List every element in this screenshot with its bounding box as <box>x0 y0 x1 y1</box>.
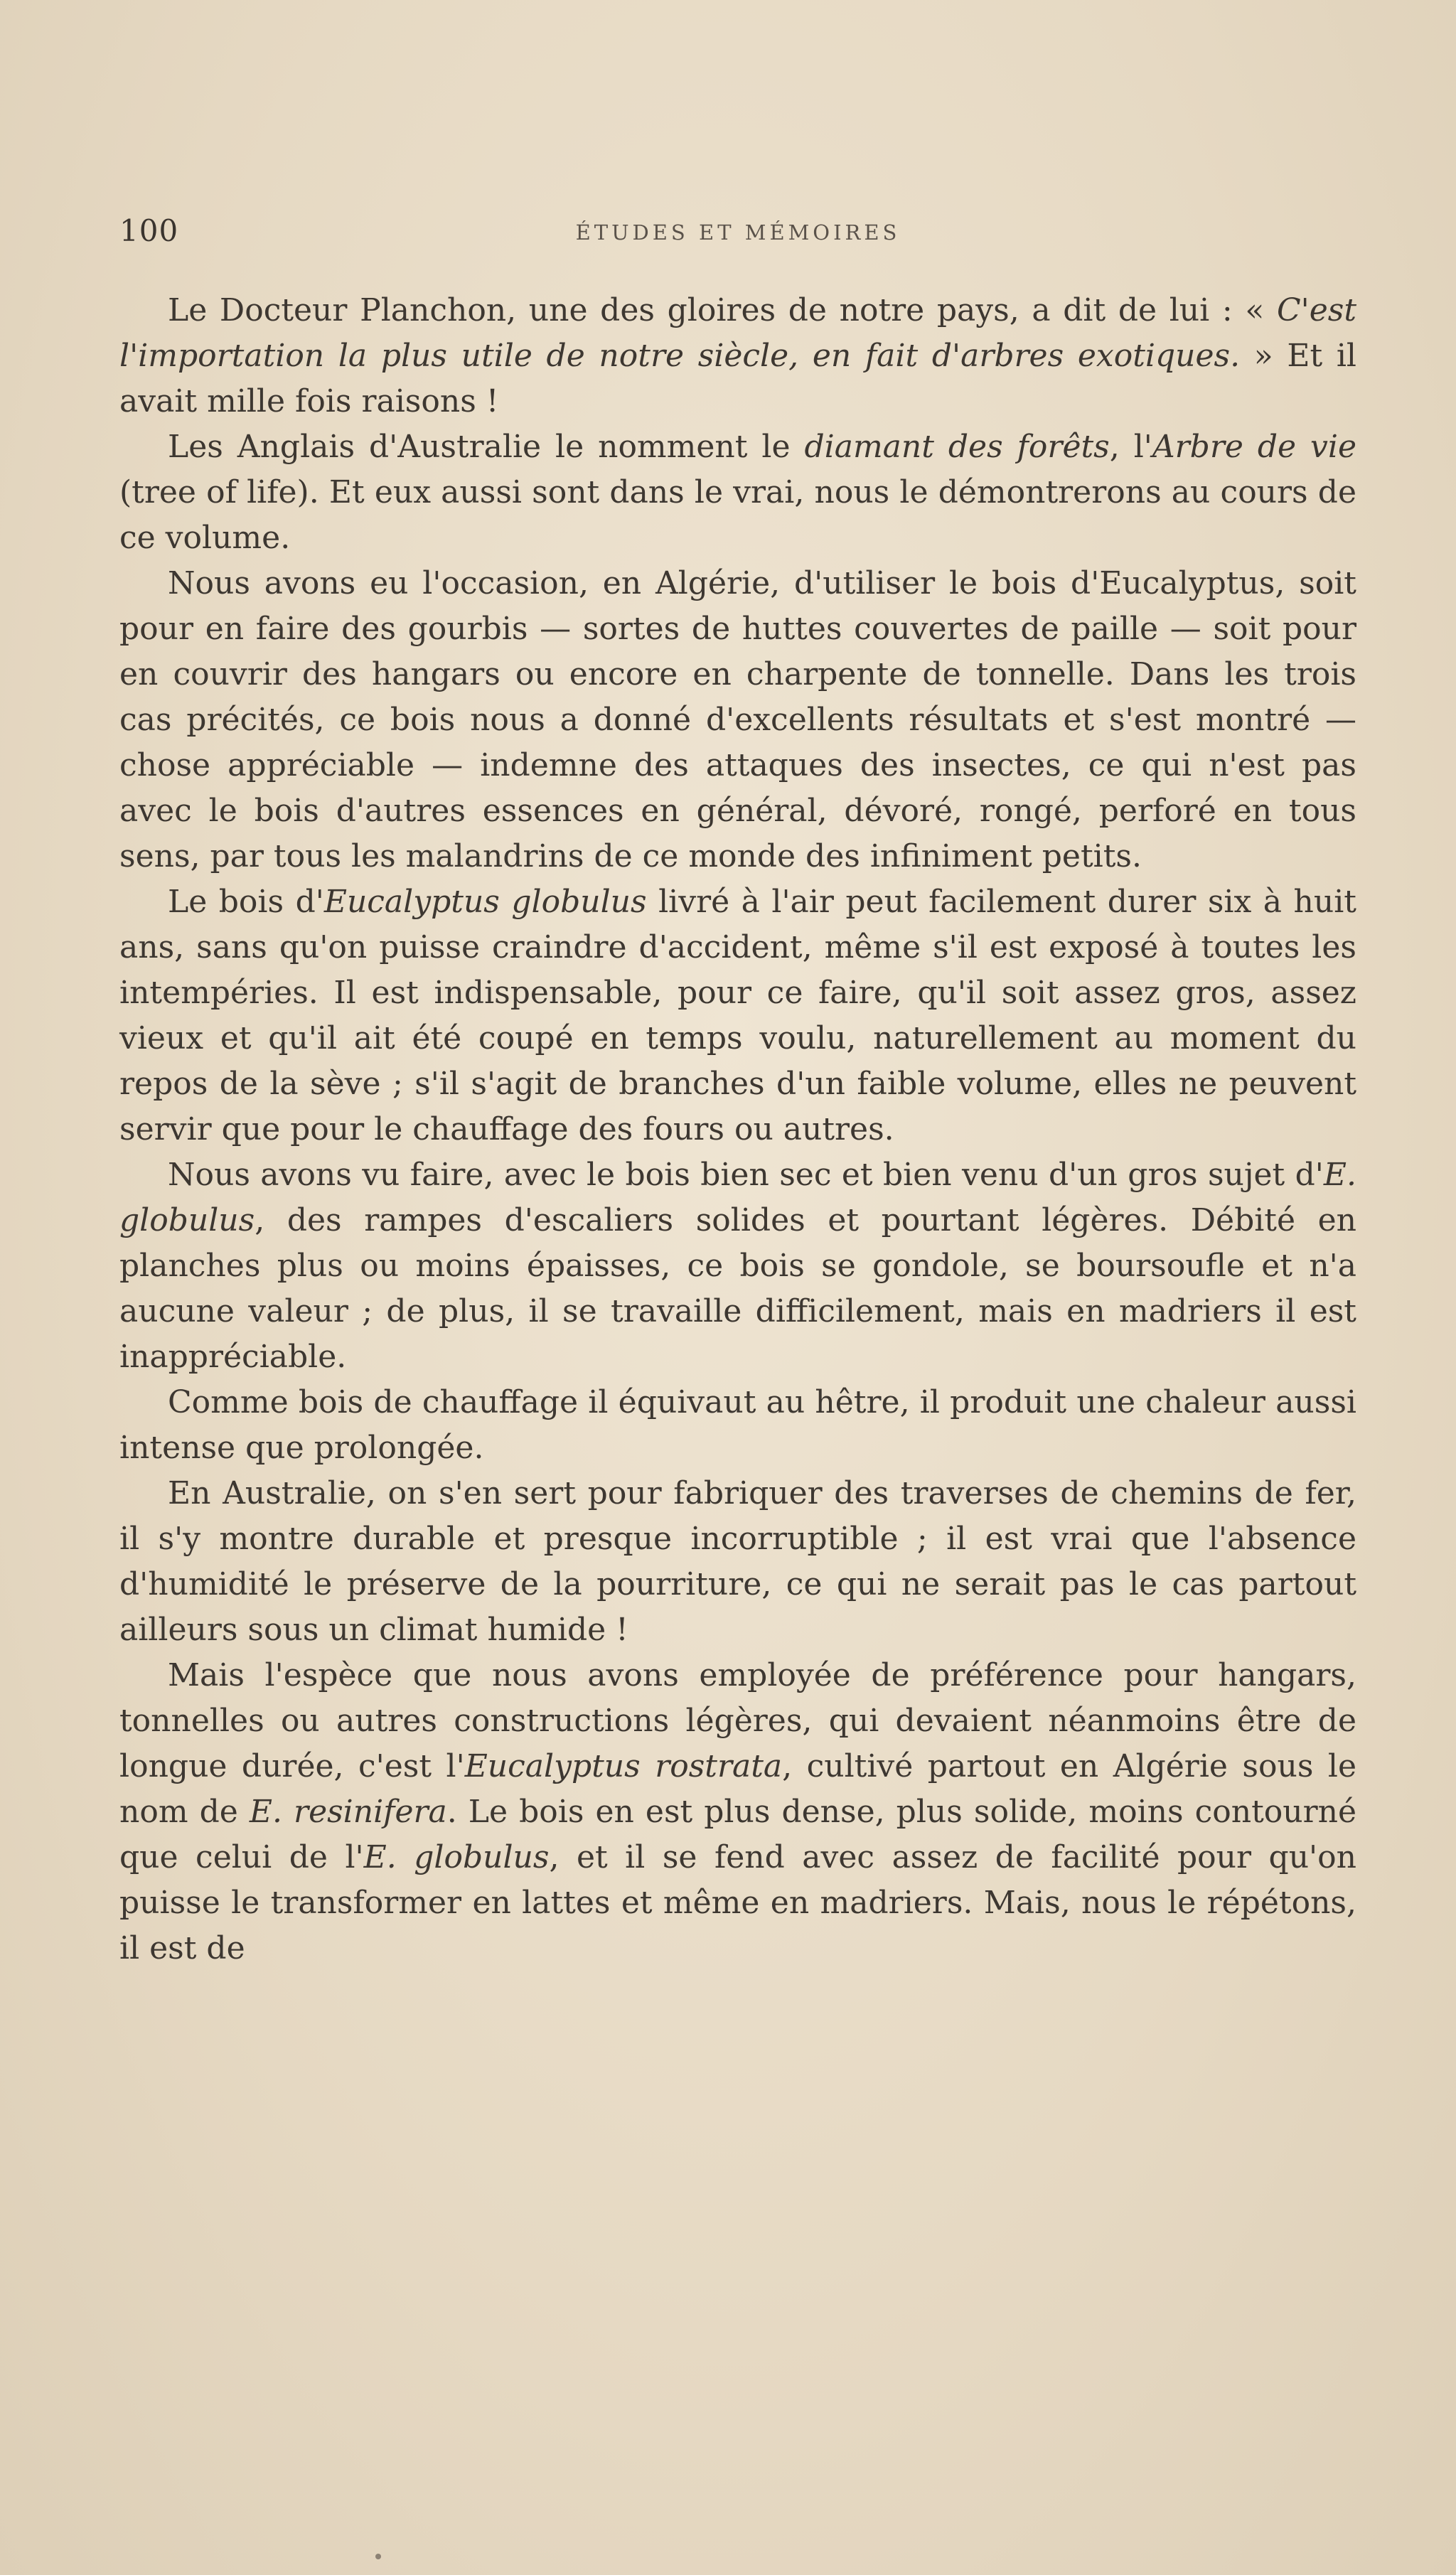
body-text <box>119 288 1356 1971</box>
paper-speck <box>375 2554 381 2559</box>
italic-text: Arbre de vie <box>1152 429 1357 465</box>
page-header <box>119 213 1356 256</box>
italic-text: E. globulus <box>363 1839 550 1875</box>
text-run: Les Anglais d'Australie le nomment le <box>168 429 805 465</box>
paragraph <box>119 1380 1356 1471</box>
italic-text: C'est l'importation la plus utile de notre siècle, en fait d'arbres exotiques. <box>119 292 1356 374</box>
text-run: Mais l'espèce que nous avons employée de préférence pour hangars, tonnelles ou autres constructions légères, qui devaient néanmoins être de longue durée, c'est l' <box>119 1657 1356 1784</box>
text-run: Le bois d' <box>168 884 324 920</box>
text-run: livré à l'air peut facilement durer six à huit ans, sans qu'on puisse craindre d'accident, même s'il est exposé à toutes les intempéries. Il est indispensable, pour ce faire, qu'il soit assez gros, assez vieux et qu'il ait été coupé en temps voulu, naturellement au moment du repos de la sève ; s'il s'agit de branches d'un faible volume, elles ne peuvent servir que pour le chauffage des fours ou autres. <box>119 884 1356 1147</box>
paragraph <box>119 1653 1356 1971</box>
paragraph <box>119 879 1356 1152</box>
text-run: Le Docteur Planchon, une des gloires de notre pays, a dit de lui : « <box>168 292 1277 328</box>
italic-text: E. globulus <box>119 1157 1356 1238</box>
text-run: Comme bois de chauffage il équivaut au hêtre, il produit une chaleur aussi intense que prolongée. <box>119 1384 1356 1466</box>
text-run: , cultivé partout en Algérie sous le nom de <box>119 1748 1356 1830</box>
text-run: . Le bois en est plus dense, plus solide, moins contourné que celui de l' <box>119 1794 1356 1875</box>
paragraph <box>119 561 1356 879</box>
paragraph <box>119 424 1356 561</box>
paragraph <box>119 1471 1356 1653</box>
text-run: Nous avons eu l'occasion, en Algérie, d'utiliser le bois d'Eucalyptus, soit pour en faire des gourbis — sortes de huttes couvertes de paille — soit pour en couvrir des hangars ou encore en charpente de tonnelle. Dans les trois cas précités, ce bois nous a donné d'excellents résultats et s'est montré — chose appréciable — indemne des attaques des insectes, ce qui n'est pas avec le bois d'autres essences en général, dévoré, rongé, perforé en tous sens, par tous les malandrins de ce monde des infiniment petits. <box>119 565 1356 874</box>
page-number: 100 <box>119 213 179 248</box>
italic-text: E. resinifera <box>249 1794 447 1830</box>
book-page <box>119 213 1356 1971</box>
text-run: En Australie, on s'en sert pour fabriquer des traverses de chemins de fer, il s'y montre durable et presque incorruptible ; il est vrai que l'absence d'humidité le préserve de la pourriture, ce qui ne serait pas le cas partout ailleurs sous un climat humide ! <box>119 1475 1356 1648</box>
text-run: , et il se fend avec assez de facilité pour qu'on puisse le transformer en lattes et même en madriers. Mais, nous le répétons, il est de <box>119 1839 1356 1966</box>
text-run: » Et il avait mille fois raisons ! <box>119 338 1356 419</box>
paragraph <box>119 1152 1356 1380</box>
paragraph <box>119 288 1356 424</box>
italic-text: Eucalyptus globulus <box>323 884 647 920</box>
text-run: Nous avons vu faire, avec le bois bien sec et bien venu d'un gros sujet d' <box>168 1157 1324 1193</box>
text-run: (tree of life). Et eux aussi sont dans le vrai, nous le démontrerons au cours de ce volume. <box>119 474 1356 556</box>
text-run: , l' <box>1109 429 1152 465</box>
italic-text: Eucalyptus rostrata <box>464 1748 783 1784</box>
italic-text: diamant des forêts <box>804 429 1110 465</box>
text-run: , des rampes d'escaliers solides et pourtant légères. Débité en planches plus ou moins épaisses, ce bois se gondole, se boursoufle et n'a aucune valeur ; de plus, il se travaille difficilement, mais en madriers il est inappréciable. <box>119 1202 1356 1375</box>
running-title: ÉTUDES ET MÉMOIRES <box>575 220 901 245</box>
